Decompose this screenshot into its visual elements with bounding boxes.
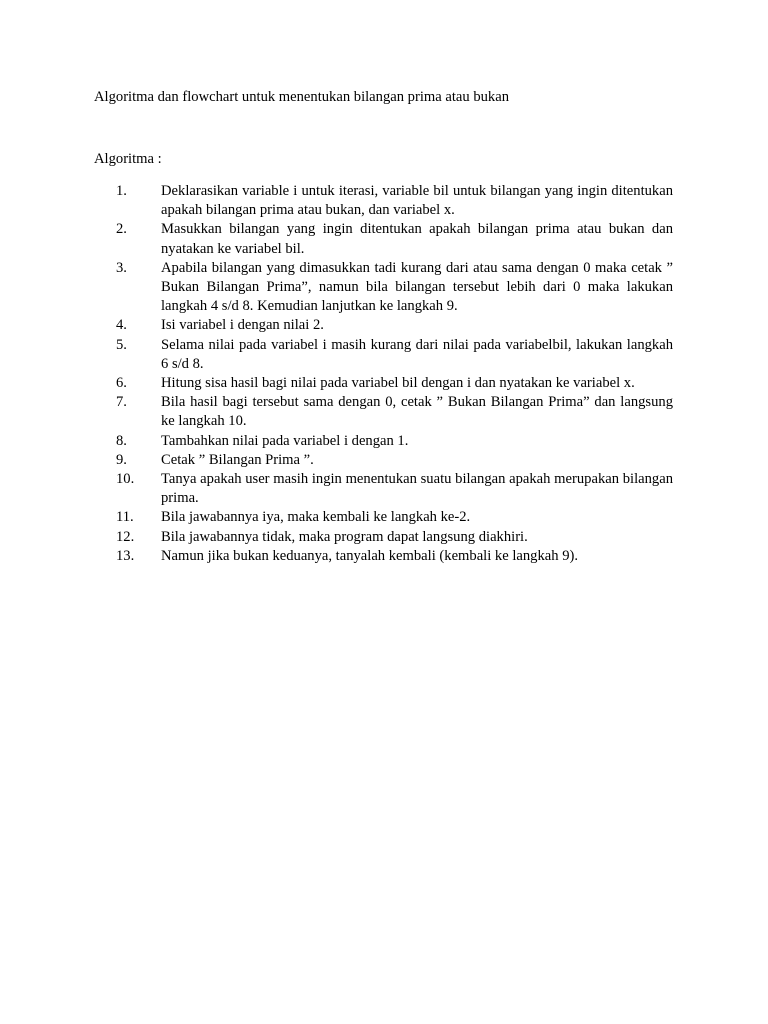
- step-number: 7.: [116, 394, 127, 411]
- step-text: Bila jawabannya tidak, maka program dapat langsung diakhiri.: [161, 528, 528, 545]
- document-title: Algoritma dan flowchart untuk menentukan bilangan prima atau bukan: [94, 89, 509, 105]
- step-text: Apabila bilangan yang dimasukkan tadi kurang dari atau sama dengan 0 maka cetak ” Bukan Bilangan Prima”, namun bila bilangan tersebut lebih dari 0 maka lakukan langkah 4 s/d 8. Kemudian lanjutkan ke langkah 9.: [161, 259, 673, 315]
- step-text: Bila jawabannya iya, maka kembali ke langkah ke-2.: [161, 509, 471, 526]
- step-number: 9.: [116, 451, 127, 468]
- list-item: [0, 547, 768, 566]
- step-text: Tanya apakah user masih ingin menentukan suatu bilangan apakah merupakan bilangan prima.: [161, 471, 673, 507]
- list-item: [0, 470, 768, 508]
- list-item: [0, 393, 768, 431]
- step-text: Hitung sisa hasil bagi nilai pada variabel bil dengan i dan nyatakan ke variabel x.: [161, 375, 635, 392]
- step-text: Namun jika bukan keduanya, tanyalah kembali (kembali ke langkah 9).: [161, 547, 578, 564]
- list-item: [0, 432, 768, 451]
- step-number: 2.: [116, 221, 127, 238]
- step-number: 3.: [116, 259, 127, 276]
- section-label: Algoritma :: [94, 151, 162, 167]
- list-item: [0, 182, 768, 220]
- step-text: Deklarasikan variable i untuk iterasi, variable bil untuk bilangan yang ingin ditentukan apakah bilangan prima atau bukan, dan variabel x.: [161, 183, 673, 219]
- step-text: Cetak ” Bilangan Prima ”.: [161, 451, 314, 468]
- list-item: [0, 336, 768, 374]
- step-number: 12.: [116, 528, 135, 545]
- list-item: [0, 220, 768, 258]
- step-number: 4.: [116, 317, 127, 334]
- step-text: Selama nilai pada variabel i masih kurang dari nilai pada variabelbil, lakukan langkah 6 s/d 8.: [161, 336, 673, 372]
- step-number: 13.: [116, 547, 135, 564]
- list-item: [0, 374, 768, 393]
- step-text: Masukkan bilangan yang ingin ditentukan apakah bilangan prima atau bukan dan nyatakan ke variabel bil.: [161, 221, 673, 257]
- step-number: 6.: [116, 375, 127, 392]
- list-item: [0, 316, 768, 335]
- step-number: 10.: [116, 471, 135, 488]
- list-item: [0, 451, 768, 470]
- algorithm-steps-list: [0, 182, 768, 566]
- step-number: 5.: [116, 336, 127, 353]
- step-number: 8.: [116, 432, 127, 449]
- step-text: Tambahkan nilai pada variabel i dengan 1.: [161, 432, 409, 449]
- step-number: 11.: [116, 509, 134, 526]
- list-item: [0, 508, 768, 527]
- step-number: 1.: [116, 183, 127, 199]
- list-item: [0, 528, 768, 547]
- list-item: [0, 259, 768, 317]
- step-text: Isi variabel i dengan nilai 2.: [161, 317, 324, 334]
- step-text: Bila hasil bagi tersebut sama dengan 0, cetak ” Bukan Bilangan Prima” dan langsung ke langkah 10.: [161, 394, 673, 430]
